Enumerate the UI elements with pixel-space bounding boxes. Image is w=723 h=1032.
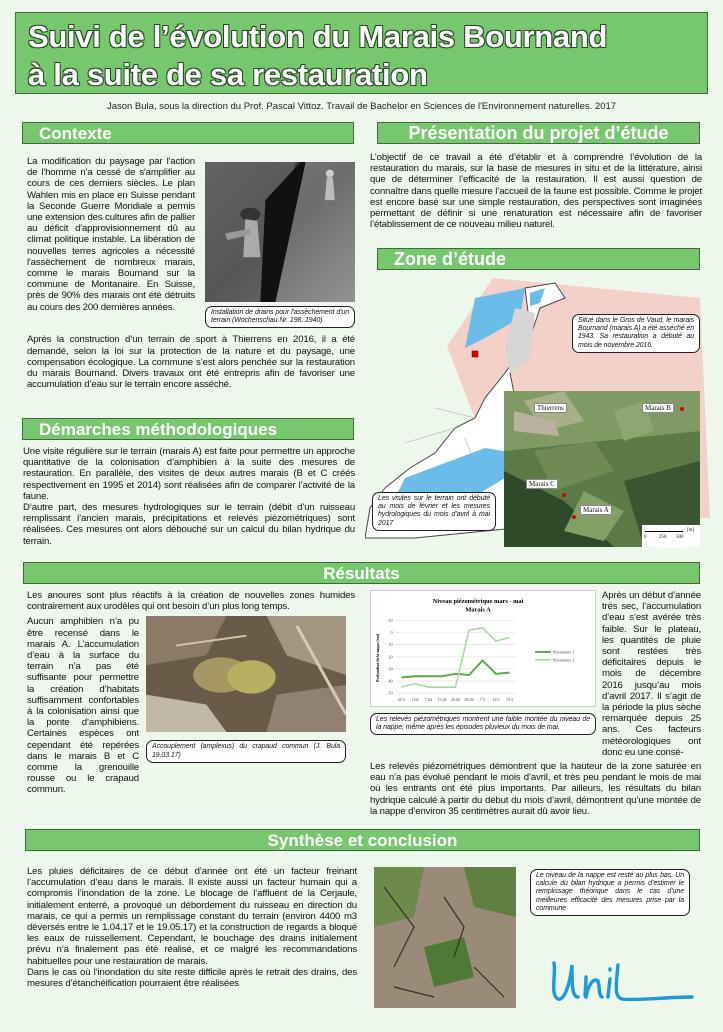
heading-resultats: Résultats — [23, 562, 700, 584]
drainage-photo-caption: Installation de drains pour l'assèchement d'un terrain (Wochenschau Nr. 198, 1940) — [205, 306, 355, 328]
poster-title-banner — [15, 12, 708, 94]
resultats-right-text: Après un début d’année très sec, l’accumulation d’eau s’est avérée très faible. Sur le plateau, les quantités de pluie sont restées très déficitaires depuis le mois de décembre 2016 jusqu’au mois d’avril 2017. Il s’agit de la période la plus sèche remarquée depuis 25 ans. Ces facteurs météorologiques ont donc eu une consé- — [602, 590, 701, 758]
chart-series-line-2 — [401, 628, 509, 687]
resultats-intro: Les anoures sont plus réactifs à la création de nouvelles zones humides contrairement aux urodèles qui ont besoin d’un plus long temps. — [27, 590, 355, 613]
chart-y-tick-label: 20 — [388, 654, 393, 660]
resultats-left-body — [27, 590, 355, 796]
marais-b-point — [680, 407, 684, 411]
scale-bar — [642, 525, 700, 547]
demarches-paragraph-2: D’autre part, des mesures hydrologiques sur le terrain (débit d’un ruisseau remplissant l’ancien marais, précipitations et relevés piézométriques) sont réalisées. Ces mesures ont alors débouché sur un calcul du bilan hydrique du terrain. — [23, 502, 355, 547]
authors: Jason Bula, sous la direction du Prof. Pascal Vittoz. Travail de Bachelor en Sciences de l'Environnement naturelles. 2017 — [106, 101, 617, 112]
chart-title: Niveau piézométrique mars - mai — [432, 597, 524, 605]
chart-x-tick-label: 7.5 — [479, 697, 486, 703]
chart-x-tick-label: 1.04 — [411, 697, 419, 703]
chart-x-tick-label: 14.5 — [492, 697, 500, 703]
chart-figure — [370, 590, 596, 735]
toad-photo-caption: Accouplement (amplexus) du crapaud commun (J. Bula 19.03.17) — [146, 740, 346, 762]
heading-zone-etude: Zone d’étude — [377, 248, 700, 270]
scale-tick-500: 500 — [676, 535, 684, 540]
synthese-paragraph-2: Dans le cas où l’inondation du site reste difficile après le retrait des drains, des mesures d’étanchéification pourraient être réalisées — [27, 966, 357, 990]
chart-y-tick-label: 30 — [388, 666, 393, 672]
resultats-right-body — [370, 590, 701, 817]
contexte-body — [27, 156, 355, 390]
chart-y-tick-label: 40 — [388, 678, 393, 684]
chart-y-tick-label: -10 — [387, 617, 393, 623]
chart-x-tick-label: 20.04 — [450, 697, 461, 703]
heading-presentation: Présentation du projet d’étude — [377, 122, 700, 144]
chart-y-tick-label: 50 — [388, 690, 393, 696]
contexte-paragraph-2: Après la construction d’un terrain de sport à Thierrens en 2016, il a été demandé, selon la loi sur la protection de la nature et du paysage, une compensation écologique. La commune s’est alors penchée sur la restauration du marais Bournand. Divers travaux ont été entrepris afin de favoriser une accumulation d’eau sur le terrain encore asséché. — [27, 334, 355, 391]
resultats-amphibian-text: Aucun amphibien n’a pu être recensé dans le marais A. L’accumulation d’eau à la surface du terrain n’a pas été suffisante pour permettre la création d’habitats suffisamment confortables à la colonisation ainsi que la ponte d’amphibiens. Certaines espèces ont cependant été repérées dans le marais B et C comme la grenouille rousse ou le crapaud commun. — [27, 616, 139, 796]
synthese-paragraph-1: Les pluies déficitaires de ce début d’année ont été un facteur freinant l’accumulation d’eau dans le marais. Il existe aussi un facteur humain qui a compromis l’inondation de la zone. Le blocage de l’affluent de la Cerjaule, initialement enterré, a provoqué un débordement du ruisseau en direction du marais, ce qui a permis un remplissage constant du terrain (environ 4400 m3 déversés entre le 1.04.17 et le 19.05.17) et la construction de regards a bloqué les eaux de ruissellement. Cependant, le bouchage des drains initialement prévu n’a finalement pas été réalisé, et ce malgré les recommandations habituelles pour une restauration de marais. — [27, 866, 357, 967]
scale-unit: [m] — [687, 528, 695, 533]
demarches-paragraph-1: Une visite régulière sur le terrain (marais A) est faite pour permettre un approche quantitative de la colonisation d’amphibien à la suite des mesures de restauration. En parallèle, des visites de deux autres marais (B et C créés respectivement en 1995 et 2014) sont réalisées afin de comparer l’activité de la faune. — [23, 446, 355, 502]
scale-tick-0: 0 — [644, 535, 647, 540]
synthese-caption: Le niveau de la nappe est resté au plus bas. Un calcule du bilan hydrique a permis d’estimer le remplissage théorique dans le cas d’une meilleures efficacité des mesures prise par la commune — [530, 869, 690, 916]
aerial-label-marais-b: Marais B — [642, 403, 674, 413]
zone-caption-visits: Les visites sur le terrain ont débuté au mois de février et les mesures hydrologiques du mois d’avril à mai 2017 — [372, 492, 496, 531]
chart-legend-label: Piézomètre 1 — [552, 649, 575, 655]
aerial-label-marais-a: Marais A — [580, 505, 612, 515]
unil-logo-icon — [546, 955, 696, 1005]
zone-caption-location: Situé dans le Gros de Vaud, le marais Bournand (marais A) a été asséché en 1943. Sa restauration a débuté au mois de novembre 2016. — [572, 314, 700, 353]
aerial-label-marais-c: Marais C — [526, 479, 558, 489]
marais-c-point — [562, 493, 566, 497]
piezometric-chart-svg — [371, 591, 595, 706]
poster-title-line-2: à la suite de sa restauration — [28, 57, 428, 92]
aerial-label-thierrens: Thierrens — [534, 403, 567, 413]
drainage-photo — [205, 162, 355, 302]
toad-photo — [146, 616, 346, 732]
marais-location-marker — [472, 351, 478, 357]
chart-caption: Les relevés piézométriques montrent une faible montée du niveau de la nappe, même après les épisodes pluvieux du mois de mai. — [370, 713, 596, 735]
marais-a-point — [572, 515, 576, 519]
poster-title-line-1: Suivi de l’évolution du Marais Bournand — [28, 19, 608, 54]
chart-legend-label: Piézomètre 2 — [552, 657, 575, 663]
chart-y-tick-label: 10 — [388, 642, 393, 648]
chart-x-tick-label: 7.04 — [424, 697, 433, 703]
dry-soil-photo — [374, 867, 516, 1008]
presentation-paragraph: L’objectif de ce travail a été d’établir et à comprendre l’évolution de la restauration du marais, sur la base de mesures in situ et de la littérature, ainsi que de déterminer l’efficacité de la restauration. Il est aussi question de connaître dans quelle mesure l’accueil de la faune est possible. Comme le projet est encore basé sur une simple restauration, des perspectives sont imaginées permettant de définir si une renaturation est nécessaire afin de favoriser l’établissement de ce nouveau milieu naturel. — [370, 152, 702, 231]
piezometric-chart — [370, 590, 596, 707]
unil-logo — [546, 955, 696, 1005]
scale-tick-250: 250 — [659, 535, 667, 540]
chart-y-axis-label: Profondeur de la nappe [cm] — [374, 633, 380, 682]
toad-figure — [146, 616, 346, 762]
chart-subtitle: Marais A — [465, 606, 491, 614]
resultats-bottom-text: Les relevés piézométriques démontrent que la hauteur de la zone saturée en eau n’a pas évolué pendant le mois d’avril, et très peu pendant le mois de mai où les entrants ont été plus importants. Par ailleurs, les résultats du bilan hydrique calculé à partir du début du mois d’avril, démontrent qu’une montée de la nappe d’environ 35 centimètres aurait dû avoir lieu. — [370, 761, 701, 817]
heading-synthese: Synthèse et conclusion — [25, 829, 700, 851]
demarches-body — [23, 446, 355, 547]
chart-x-tick-label: 19.5 — [505, 697, 514, 703]
chart-x-tick-label: 15.04 — [437, 697, 447, 703]
chart-y-tick-label: 0 — [390, 630, 393, 636]
heading-contexte: Contexte — [22, 122, 354, 144]
contexte-paragraph-1: La modification du paysage par l'action de l'homme n'a cessé de s'amplifier au cours de ces derniers siècles. Le plan Wahlen mis en place en Suisse pendant la Seconde Guerre Mondiale a permis une extension des cultures afin de pallier au déficit d'approvisionnement dû au climat politique instable. La libération de nouvelles terres agricoles a nécessité l'assèchement de nombreux marais, comme le marais Bournand sur la commune de Montanaire. En Suisse, près de 90% des marais ont été détruits au cours des 200 dernières années. — [27, 156, 195, 313]
synthese-body — [27, 866, 357, 989]
aerial-photo — [504, 391, 700, 547]
contexte-figure — [205, 156, 355, 328]
chart-x-tick-label: 25.3 — [397, 697, 406, 703]
chart-x-tick-label: 29.04 — [464, 697, 474, 703]
heading-demarches: Démarches méthodologiques — [22, 418, 354, 440]
